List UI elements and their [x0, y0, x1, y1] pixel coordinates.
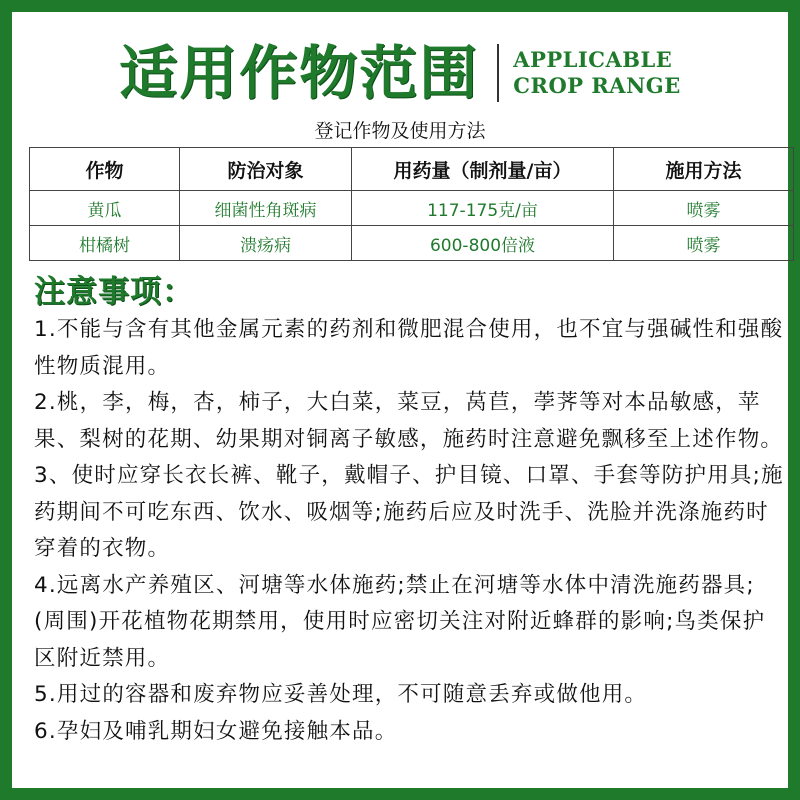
- table-subtitle: 登记作物及使用方法: [314, 120, 486, 142]
- cell-target: 细菌性角斑病: [180, 191, 352, 226]
- cell-dosage: 117-175克/亩: [352, 191, 614, 226]
- note-item: 4.远离水产养殖区、河塘等水体施药;禁止在河塘等水体中清洗施药器具;(周围)开花植物花期禁用，使用时应密切关注对附近蜂群的影响;鸟类保护区附近禁用。: [34, 572, 766, 671]
- cell-method: 喷雾: [614, 191, 794, 226]
- page-header: [12, 38, 788, 108]
- notes-heading: 注意事项：: [34, 274, 194, 310]
- page-title: 适用作物范围: [119, 39, 480, 107]
- crop-usage-table: [29, 147, 794, 261]
- note-item: 5.用过的容器和废弃物应妥善处理，不可随意丢弃或做他用。: [34, 682, 648, 707]
- note-item: 6.孕妇及哺乳期妇女避免接触本品。: [34, 718, 398, 744]
- note-item: 1.不能与含有其他金属元素的药剂和微肥混合使用，也不宜与强碱性和强酸性物质混用。: [34, 317, 784, 379]
- cell-dosage: 600-800倍液: [352, 226, 614, 261]
- title-en-line2: CROP RANGE: [513, 73, 681, 98]
- header-method: 施用方法: [614, 148, 794, 191]
- cell-crop: 黄瓜: [30, 191, 180, 226]
- note-item: 3、使时应穿长衣长裤、靴子，戴帽子、护目镜、口罩、手套等防护用具;施药期间不可吃东西、饮水、吸烟等;施药后应及时洗手、洗脸并洗涤施药时穿着的衣物。: [34, 463, 784, 561]
- cell-target: 溃疡病: [180, 226, 352, 261]
- header-crop: 作物: [30, 148, 180, 191]
- header-dosage: 用药量（制剂量/亩）: [352, 148, 614, 191]
- notes-list: [34, 312, 786, 750]
- note-item: 2.桃，李，梅，杏，柿子，大白菜，菜豆，莴苣，荸荠等对本品敏感，苹果、梨树的花期、幼果期对铜离子敏感，施药时注意避免飘移至上述作物。: [34, 390, 784, 452]
- table-row: [30, 226, 794, 261]
- table-header-row: [30, 148, 794, 191]
- title-divider: [497, 44, 499, 102]
- title-en-line1: APPLICABLE: [513, 47, 673, 72]
- cell-crop: 柑橘树: [30, 226, 180, 261]
- title-english: [513, 47, 680, 99]
- header-target: 防治对象: [180, 148, 352, 191]
- table-row: [30, 191, 794, 226]
- cell-method: 喷雾: [614, 226, 794, 261]
